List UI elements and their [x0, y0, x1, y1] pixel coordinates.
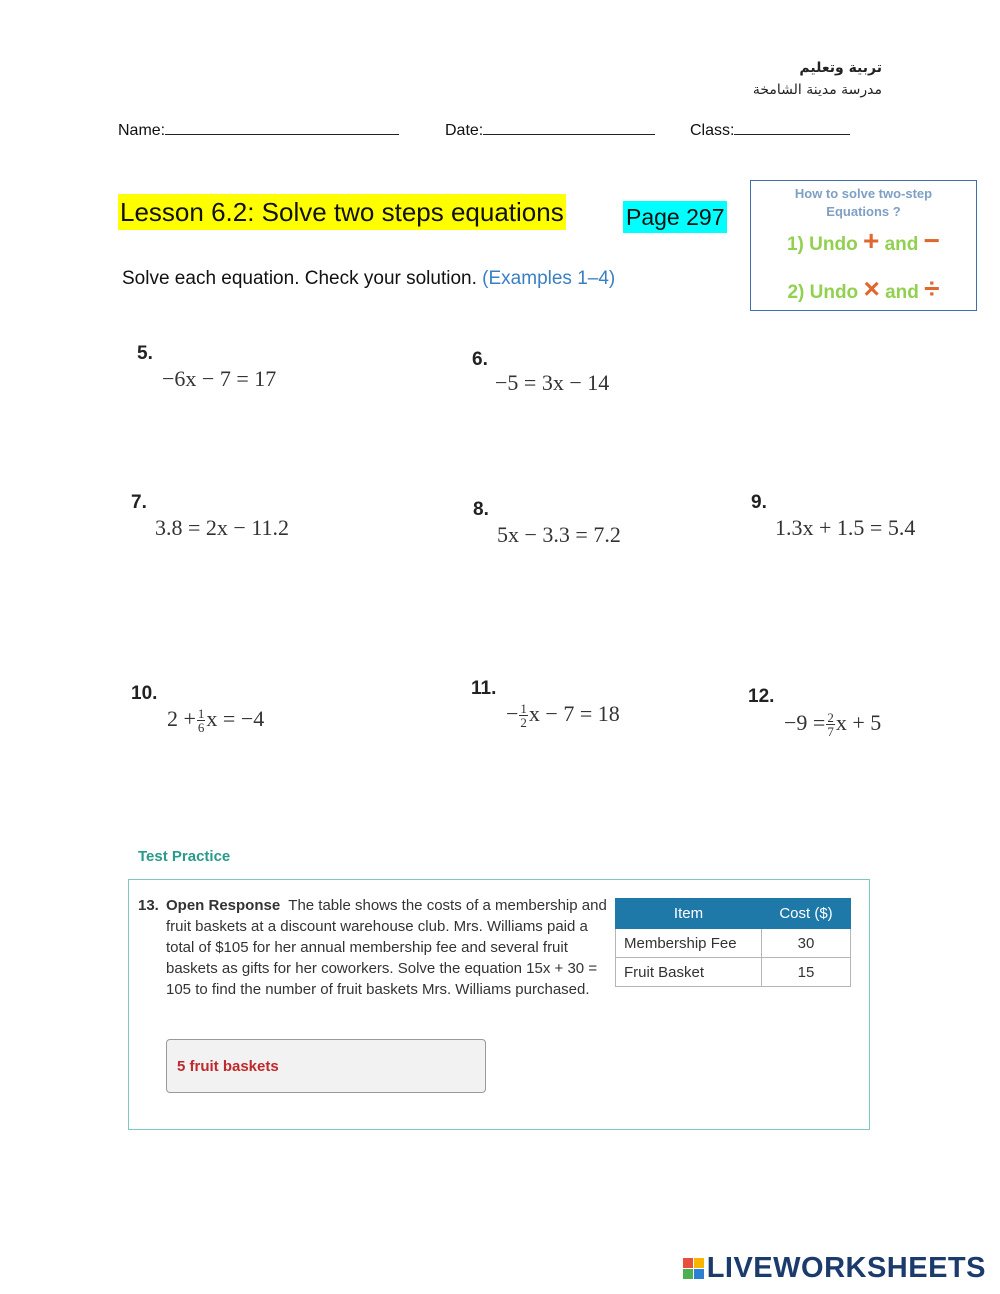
problem-10-equation [167, 706, 264, 734]
problem-6-number: 6. [472, 349, 488, 370]
problem-10-numerator: 1 [197, 706, 205, 722]
name-field[interactable] [118, 120, 399, 140]
problem-11-post: x − 7 = 18 [528, 701, 620, 726]
problem-11-numerator: 1 [520, 701, 527, 717]
cost-table-header-item: Item [616, 899, 762, 929]
question-13 [138, 895, 608, 1000]
header-arabic-line2: مدرسة مدينة الشامخة [752, 82, 882, 98]
problem-12-post: x + 5 [835, 710, 882, 735]
table-cell-item: Fruit Basket [616, 958, 762, 987]
problem-11-number: 11. [471, 678, 497, 699]
date-label: Date: [445, 122, 484, 139]
problem-7-number: 7. [131, 492, 147, 513]
liveworksheets-logo [683, 1252, 986, 1285]
question-13-text: The table shows the costs of a membership and fruit baskets at a discount warehouse club. Mrs. Williams paid a total of $105 for her annual membership fee and several fruit baskets as gifts for her coworkers. Solve the equation 15x + 30 = 105 to find the number of fruit baskets Mrs. Williams purchased. [166, 897, 607, 998]
liveworksheets-wordmark: LIVEWORKSHEETS [706, 1252, 986, 1284]
logo-square-3 [683, 1269, 693, 1279]
problem-10-number: 10. [131, 683, 158, 704]
problem-11-fraction [519, 702, 528, 729]
test-practice-title: Test Practice [138, 848, 231, 865]
minus-icon: − [923, 225, 941, 256]
table-cell-cost: 15 [762, 958, 851, 987]
problem-12-fraction [826, 711, 835, 738]
problem-10-denominator: 6 [197, 720, 205, 736]
question-13-body [166, 895, 608, 1000]
howto-step1-prefix: 1) Undo [786, 234, 858, 255]
problem-12-denominator: 7 [827, 724, 834, 740]
name-blank[interactable] [165, 120, 399, 135]
problem-9-number: 9. [751, 492, 767, 513]
cost-table [615, 898, 851, 987]
cost-table-header-cost: Cost ($) [762, 899, 851, 929]
logo-square-1 [683, 1258, 693, 1268]
header-arabic-line1: تربية وتعليم [799, 60, 882, 76]
problem-6-equation: −5 = 3x − 14 [495, 370, 610, 395]
cost-table-header-row [616, 899, 851, 929]
divide-icon: ÷ [924, 273, 940, 304]
question-13-label: Open Response [166, 897, 281, 914]
problem-10-post: x = −4 [206, 706, 265, 731]
howto-title-line2: Equations ? [826, 204, 901, 219]
problem-9-equation: 1.3x + 1.5 = 5.4 [775, 515, 916, 540]
problem-11-denominator: 2 [520, 715, 527, 731]
date-field[interactable] [445, 120, 655, 140]
name-label: Name: [118, 122, 166, 139]
class-field[interactable] [690, 120, 850, 140]
instructions-text: Solve each equation. Check your solution. [122, 268, 477, 289]
problem-12-pre: −9 = [784, 710, 826, 735]
plus-icon: + [862, 225, 880, 256]
instructions [122, 268, 615, 290]
problem-8-equation: 5x − 3.3 = 7.2 [497, 522, 621, 547]
instructions-examples: (Examples 1–4) [482, 268, 616, 289]
problem-11-pre: − [506, 701, 519, 726]
howto-box [750, 180, 977, 311]
problem-7-equation: 3.8 = 2x − 11.2 [155, 515, 289, 540]
class-label: Class: [690, 122, 735, 139]
problem-12-number: 12. [748, 686, 775, 707]
class-blank[interactable] [734, 120, 850, 135]
lesson-title: Lesson 6.2: Solve two steps equations [118, 194, 566, 230]
page-reference: Page 297 [623, 201, 727, 233]
problem-12-equation [784, 710, 881, 738]
times-icon: × [863, 273, 880, 304]
howto-title-line1: How to solve two-step [794, 186, 933, 201]
problem-11-equation [506, 701, 620, 729]
howto-step2 [751, 273, 976, 305]
date-blank[interactable] [483, 120, 655, 135]
howto-step1-and: and [884, 234, 919, 255]
problem-5-equation: −6x − 7 = 17 [162, 366, 277, 391]
problem-10-fraction [197, 707, 206, 734]
problem-8-number: 8. [473, 499, 489, 520]
logo-square-4 [694, 1269, 704, 1279]
howto-title [751, 185, 976, 221]
logo-square-2 [694, 1258, 704, 1268]
problem-5-number: 5. [137, 343, 153, 364]
answer-box[interactable]: 5 fruit baskets [166, 1039, 486, 1093]
howto-step2-prefix: 2) Undo [787, 282, 859, 303]
question-13-number: 13. [138, 897, 159, 914]
table-cell-cost: 30 [762, 929, 851, 958]
table-row [616, 958, 851, 987]
table-cell-item: Membership Fee [616, 929, 762, 958]
liveworksheets-logo-icon [683, 1258, 704, 1279]
howto-step2-and: and [885, 282, 919, 303]
table-row [616, 929, 851, 958]
problem-10-pre: 2 + [167, 706, 196, 731]
howto-step1 [751, 225, 976, 257]
problem-12-numerator: 2 [827, 710, 834, 726]
